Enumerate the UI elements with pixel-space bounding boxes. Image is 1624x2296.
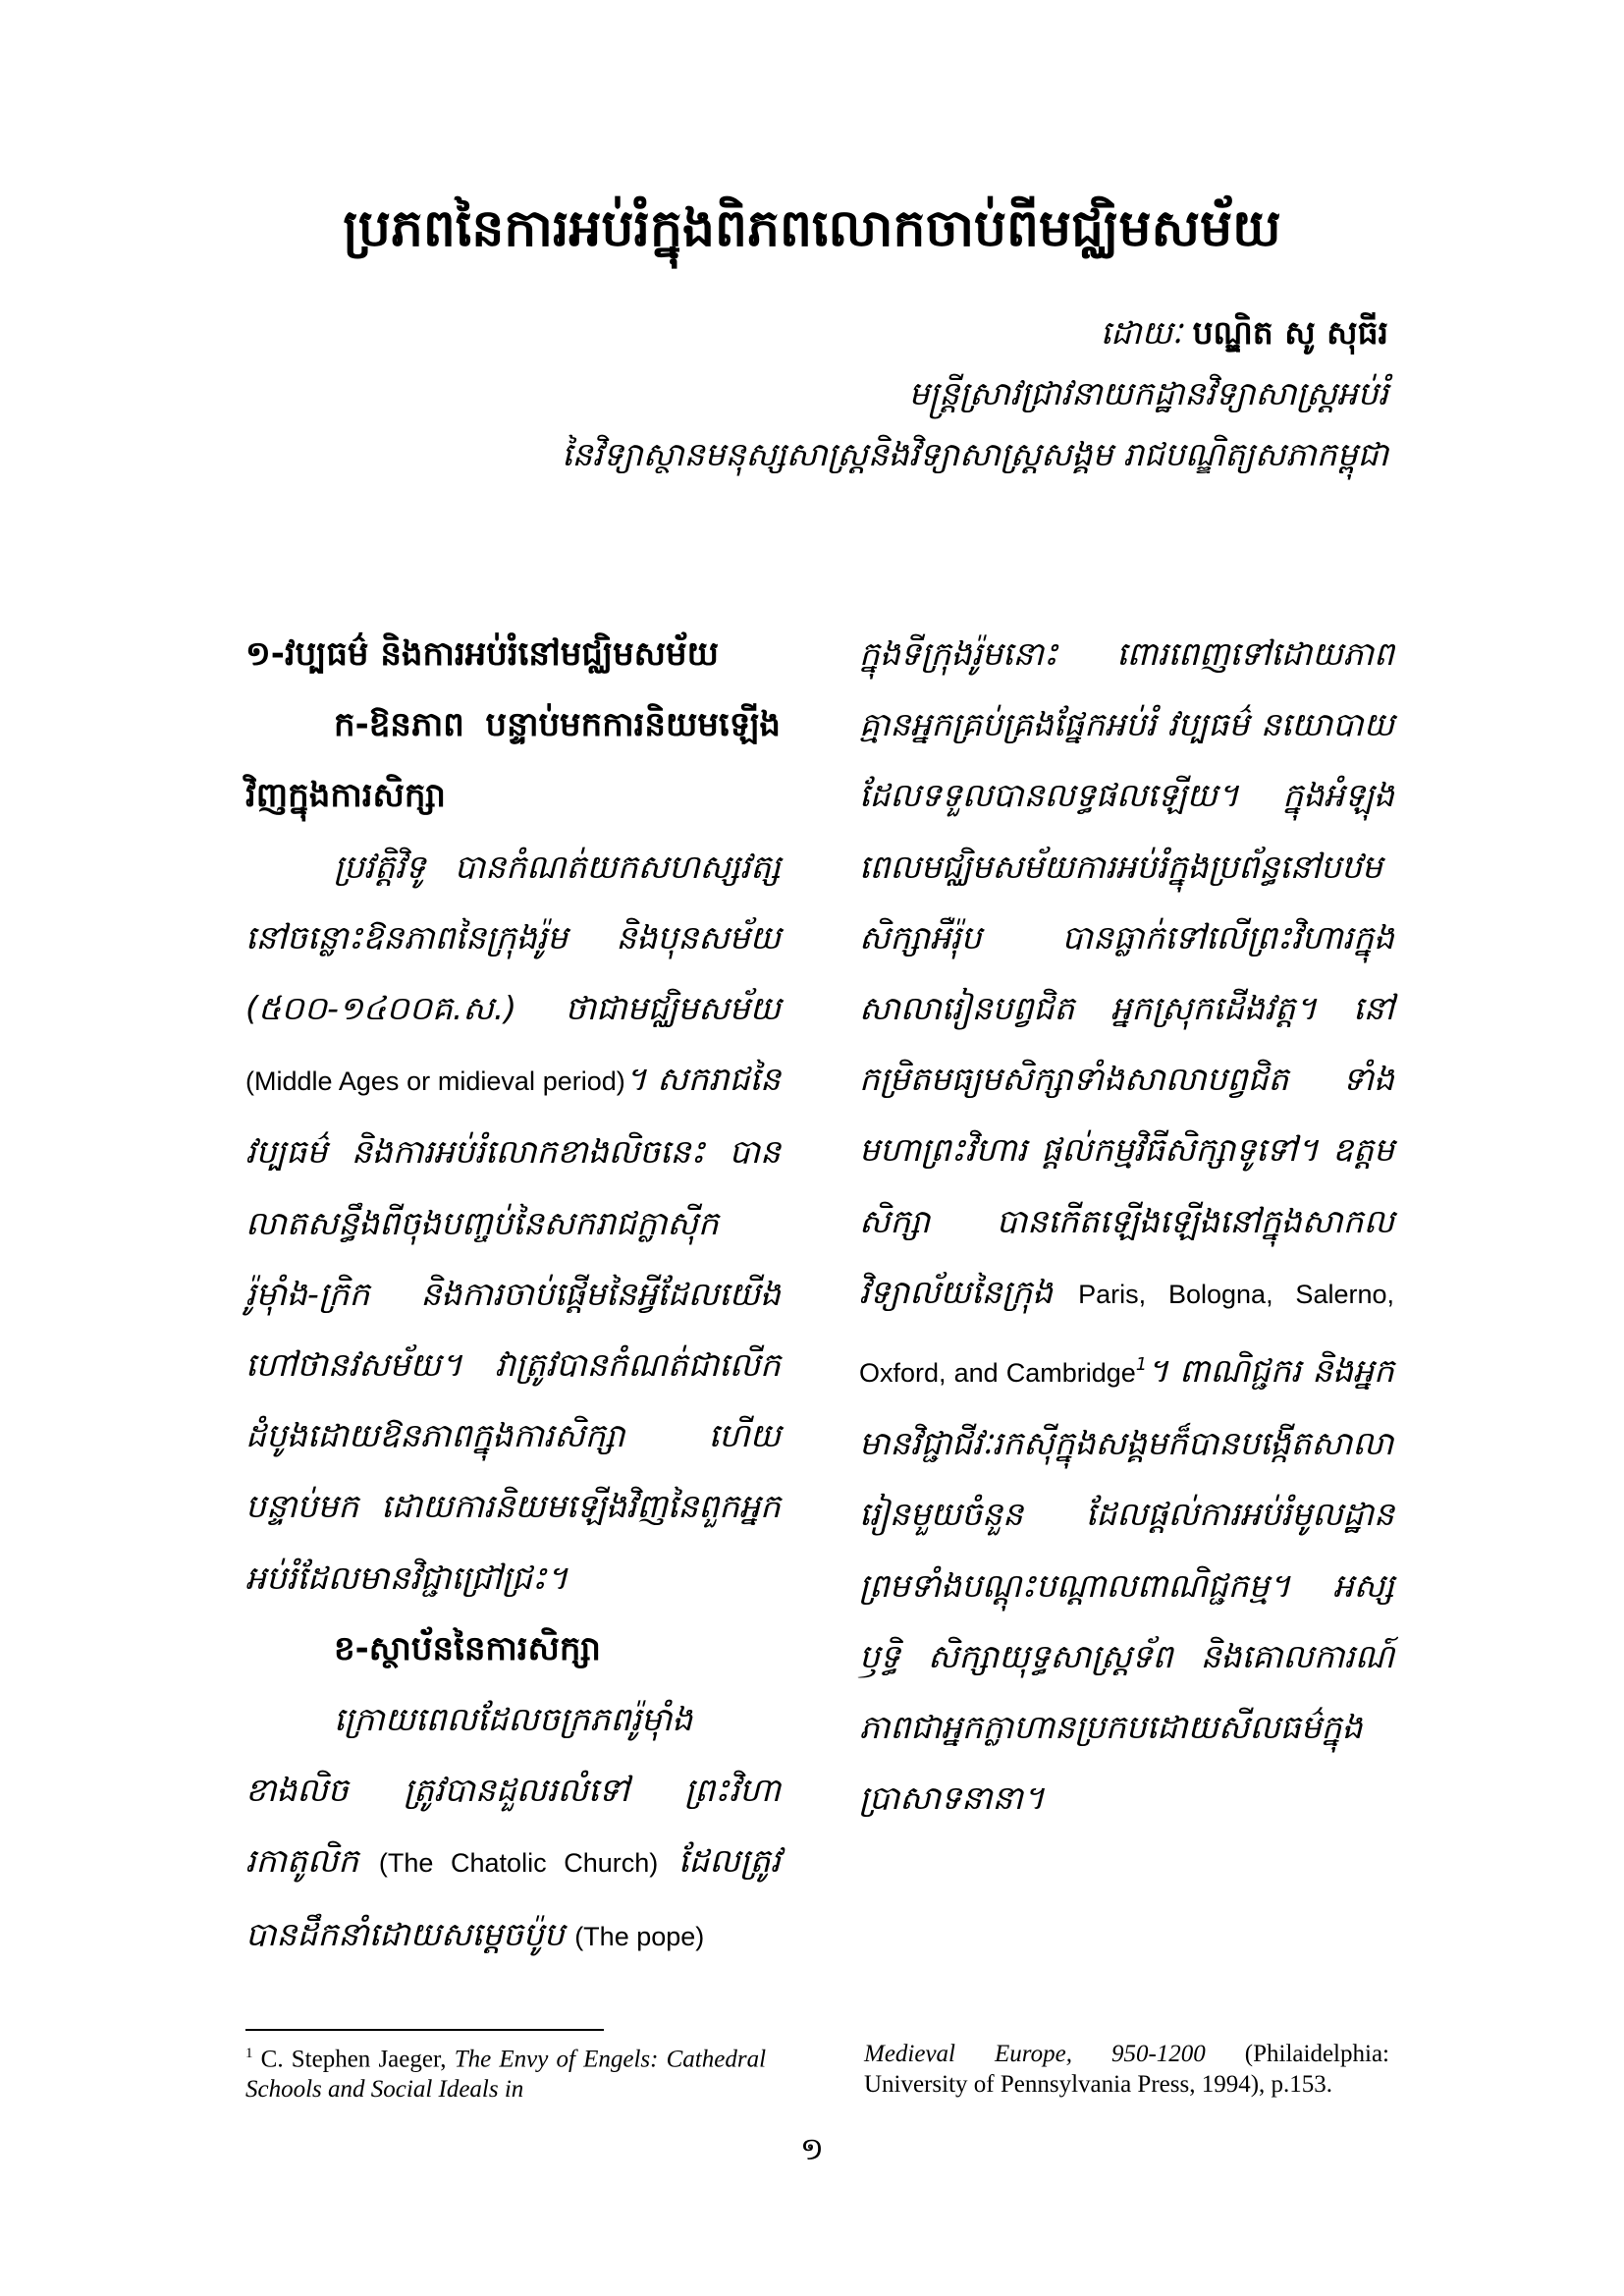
paragraph-c bbox=[859, 619, 1394, 1833]
footnote-reference[interactable]: 1 bbox=[1135, 1354, 1148, 1376]
paragraph-c-text-2: ។ ពាណិជ្ជករ និងអ្នកមានវិជ្ជាជីវៈរកស៊ីក្នុងសង្គមក៏បានបង្កើតសាលារៀនមួយចំនួន ដែលផ្ដល់ការអប់រំមូលដ្ឋាន ព្រមទាំងបណ្ដុះបណ្ដាលពាណិជ្ជកម្ម។ អស្សឫទ្ធិ សិក្សាយុទ្ធសាស្ត្រទ័ព និងគោលការណ៍ ភាពជាអ្នកក្លាហានប្រកបដោយសីលធម៌ក្នុងប្រាសាទនានា។ bbox=[859, 1351, 1394, 1818]
footnote-title-part2: Medieval Europe, 950-1200 bbox=[864, 2041, 1206, 2067]
paragraph-b-latin-1: (The Chatolic Church) bbox=[378, 1848, 659, 1879]
paragraph-a bbox=[245, 832, 781, 1613]
paragraph-c-text-1: ក្នុងទីក្រុងរ៉ូមនោះ ពោរពេញទៅដោយភាពគ្មានអ្នកគ្រប់គ្រងផ្នែកអប់រំ វប្បធម៌ នយោបាយ ដែលទទួលបានលទ្ធផលឡើយ។ ក្នុងអំឡុងពេលមជ្ឈិមសម័យការអប់រំក្នុងប្រព័ន្ធនៅបឋមសិក្សាអឺរ៉ុប បានធ្លាក់ទៅលើព្រះវិហារក្នុងសាលារៀនបព្វជិត អ្នកស្រុកដើងវត្ត។ នៅកម្រិតមធ្យមសិក្សាទាំងសាលាបព្វជិត ទាំងមហាព្រះវិហារ ផ្ដល់កម្មវិធីសិក្សាទូទៅ។ ឧត្ដមសិក្សា បានកើតឡើងឡើងនៅក្នុងសាកលវិទ្យាល័យនៃក្រុង bbox=[859, 634, 1394, 1311]
paragraph-a-text-1: ប្រវត្តិវិទូ បានកំណត់យកសហស្សវត្ស នៅចន្លោះឱនភាពនៃក្រុងរ៉ូម និងបុនសម័យ (៥០០-១៤០០គ.ស.) ថាជាមជ្ឈិមសម័យ bbox=[245, 847, 781, 1028]
paragraph-a-text-2: ។ សករាជនៃវប្បធម៌ និងការអប់រំលោកខាងលិចនេះ បានលាតសន្ធឹងពីចុងបញ្ចប់នៃសករាជក្លាស៊ីករ៉ូម៉ាំង-ក្រិក និងការចាប់ផ្ដើមនៃអ្វីដែលយើងហៅថានវសម័យ។ វាត្រូវបានកំណត់ជាលើកដំបូងដោយឱនភាពក្នុងការសិក្សា ហើយបន្ទាប់មក ដោយការនិយមឡើងវិញនៃពួកអ្នកអប់រំដែលមានវិជ្ជាជ្រៅជ្រះ។ bbox=[245, 1060, 781, 1597]
left-column bbox=[245, 619, 781, 1972]
subheading-a: ក-ឱនភាព បន្ទាប់មកការនិយមឡើងវិញក្នុងការសិក្សា bbox=[245, 705, 781, 816]
paragraph-b-latin-2: (The pope) bbox=[574, 1921, 705, 1951]
author-line bbox=[308, 306, 1388, 359]
paragraph-a-latin: (Middle Ages or midieval period) bbox=[245, 1066, 625, 1097]
section-heading: ១-វប្បធម៌ និងការអប់រំនៅមជ្ឈិមសម័យ bbox=[245, 634, 719, 674]
author-prefix: ដោយៈ bbox=[1100, 313, 1193, 352]
subheading-b: ខ-ស្ថាប័ននៃការសិក្សា bbox=[334, 1628, 601, 1668]
footnote-right bbox=[864, 2039, 1389, 2100]
footnote-title-part1: The Envy of Engels: Cathedral Schools and Social Ideals in bbox=[245, 2046, 767, 2104]
paragraph-b-text-2: ដែលត្រូវបានដឹកនាំដោយសម្ដេចប៉ូប bbox=[245, 1841, 781, 1953]
right-column bbox=[859, 619, 1394, 1833]
footnote-left bbox=[245, 2039, 766, 2105]
author-position-line1: មន្ត្រីស្រាវជ្រាវនាយកដ្ឋានវិទ្យាសាស្ត្រអប់រំ bbox=[908, 374, 1388, 412]
author-name: បណ្ឌិត សូ សុធីរ bbox=[1192, 313, 1388, 352]
paragraph-b bbox=[245, 1684, 781, 1972]
author-position-line2: នៃវិទ្យាស្ថានមនុស្សសាស្ត្រនិងវិទ្យាសាស្ត្រសង្គម រាជបណ្ឌិត្យសភាកម្ពុជា bbox=[562, 435, 1388, 473]
paragraph-b-text-1: ក្រោយពេលដែលចក្រភពរ៉ូម៉ាំងខាងលិច ត្រូវបានដួលរលំទៅ ព្រះវិហារកាតូលិក bbox=[245, 1700, 781, 1881]
footnote-publication: (Philaidelphia: University of Pennsylvania Press, 1994), p.153. bbox=[864, 2041, 1389, 2098]
page-title: ប្រភពនៃការអប់រំក្នុងពិភពលោកចាប់ពីមជ្ឈិមសម័យ bbox=[343, 199, 1281, 258]
footnote-number: 1 bbox=[245, 2046, 253, 2061]
footnote-divider bbox=[245, 2029, 604, 2031]
footnote-author: C. Stephen Jaeger, bbox=[260, 2046, 455, 2073]
university-names: Paris, Bologna, Salerno, Oxford, and Cambridge bbox=[859, 1279, 1394, 1389]
page-number: ១ bbox=[799, 2130, 825, 2167]
